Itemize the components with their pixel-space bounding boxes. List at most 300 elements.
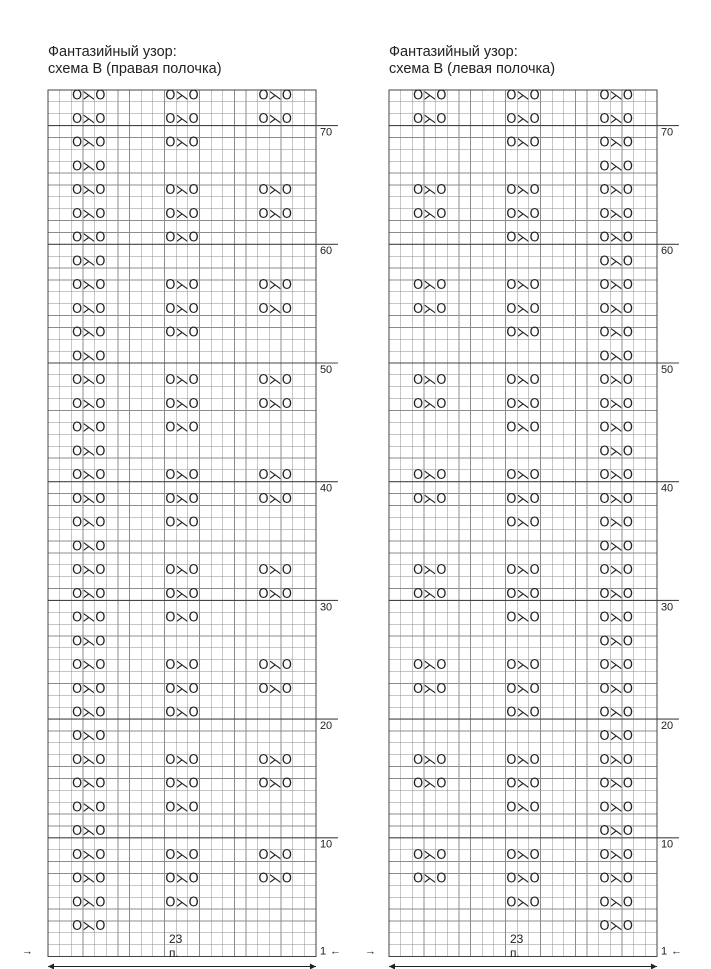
yarn-over-symbol: O xyxy=(599,610,610,626)
yarn-over-symbol: O xyxy=(95,800,106,816)
yarn-over-symbol: O xyxy=(599,586,610,602)
decrease-symbol: ⋋ xyxy=(516,111,530,127)
decrease-symbol: ⋋ xyxy=(609,254,623,270)
row-number-label: 70 xyxy=(660,126,674,139)
yarn-over-symbol: O xyxy=(529,752,540,768)
yarn-over-symbol: O xyxy=(529,183,540,199)
yarn-over-symbol: O xyxy=(95,752,106,768)
yarn-over-symbol: O xyxy=(95,515,106,531)
yarn-over-symbol: O xyxy=(529,563,540,579)
yarn-over-symbol: O xyxy=(72,278,83,294)
yarn-over-symbol: O xyxy=(165,658,176,674)
decrease-symbol: ⋋ xyxy=(82,681,96,697)
decrease-symbol: ⋋ xyxy=(175,420,189,436)
chart-title-line2: схема В (правая полочка) xyxy=(48,61,222,77)
yarn-over-symbol: O xyxy=(622,610,633,626)
yarn-over-symbol: O xyxy=(622,254,633,270)
decrease-symbol: ⋋ xyxy=(175,776,189,792)
decrease-symbol: ⋋ xyxy=(82,135,96,151)
yarn-over-symbol: O xyxy=(622,325,633,341)
yarn-over-symbol: O xyxy=(599,396,610,412)
yarn-over-symbol: O xyxy=(95,420,106,436)
yarn-over-symbol: O xyxy=(599,230,610,246)
yarn-over-symbol: O xyxy=(506,895,517,911)
decrease-symbol: ⋋ xyxy=(516,373,530,389)
yarn-over-symbol: O xyxy=(95,396,106,412)
decrease-symbol: ⋋ xyxy=(423,752,437,768)
yarn-over-symbol: O xyxy=(95,301,106,317)
row-number-label: 40 xyxy=(319,482,333,495)
decrease-symbol: ⋋ xyxy=(82,705,96,721)
decrease-symbol: ⋋ xyxy=(423,396,437,412)
decrease-symbol: ⋋ xyxy=(609,847,623,863)
yarn-over-symbol: O xyxy=(413,658,424,674)
yarn-over-symbol: O xyxy=(95,206,106,222)
yarn-over-symbol: O xyxy=(529,800,540,816)
yarn-over-symbol: O xyxy=(258,586,269,602)
yarn-over-symbol: O xyxy=(599,800,610,816)
yarn-over-symbol: O xyxy=(529,230,540,246)
yarn-over-symbol: O xyxy=(188,325,199,341)
decrease-symbol: ⋋ xyxy=(268,847,282,863)
decrease-symbol: ⋋ xyxy=(516,800,530,816)
decrease-symbol: ⋋ xyxy=(82,539,96,555)
decrease-symbol: ⋋ xyxy=(268,88,282,104)
decrease-symbol: ⋋ xyxy=(423,468,437,484)
row-number-label: 60 xyxy=(660,245,674,258)
decrease-symbol: ⋋ xyxy=(423,563,437,579)
decrease-symbol: ⋋ xyxy=(516,752,530,768)
decrease-symbol: ⋋ xyxy=(423,681,437,697)
yarn-over-symbol: O xyxy=(95,610,106,626)
end-arrow: ← xyxy=(329,945,341,958)
yarn-over-symbol: O xyxy=(599,658,610,674)
yarn-over-symbol: O xyxy=(506,800,517,816)
yarn-over-symbol: O xyxy=(258,111,269,127)
yarn-over-symbol: O xyxy=(165,230,176,246)
yarn-over-symbol: O xyxy=(258,871,269,887)
yarn-over-symbol: O xyxy=(72,183,83,199)
yarn-over-symbol: O xyxy=(413,373,424,389)
yarn-over-symbol: O xyxy=(599,681,610,697)
yarn-over-symbol: O xyxy=(165,206,176,222)
yarn-over-symbol: O xyxy=(281,681,292,697)
decrease-symbol: ⋋ xyxy=(516,491,530,507)
yarn-over-symbol: O xyxy=(72,230,83,246)
yarn-over-symbol: O xyxy=(436,88,447,104)
decrease-symbol: ⋋ xyxy=(82,610,96,626)
yarn-over-symbol: O xyxy=(95,230,106,246)
decrease-symbol: ⋋ xyxy=(82,515,96,531)
decrease-symbol: ⋋ xyxy=(609,135,623,151)
yarn-over-symbol: O xyxy=(506,658,517,674)
decrease-symbol: ⋋ xyxy=(609,88,623,104)
stitch-count-label: 23 п. xyxy=(510,932,524,960)
yarn-over-symbol: O xyxy=(599,776,610,792)
decrease-symbol: ⋋ xyxy=(609,658,623,674)
yarn-over-symbol: O xyxy=(506,586,517,602)
decrease-symbol: ⋋ xyxy=(516,230,530,246)
yarn-over-symbol: O xyxy=(436,752,447,768)
yarn-over-symbol: O xyxy=(413,563,424,579)
row-number-label: 60 xyxy=(319,245,333,258)
decrease-symbol: ⋋ xyxy=(423,586,437,602)
decrease-symbol: ⋋ xyxy=(609,871,623,887)
yarn-over-symbol: O xyxy=(165,135,176,151)
decrease-symbol: ⋋ xyxy=(268,563,282,579)
decrease-symbol: ⋋ xyxy=(423,491,437,507)
decrease-symbol: ⋋ xyxy=(609,776,623,792)
decrease-symbol: ⋋ xyxy=(516,847,530,863)
yarn-over-symbol: O xyxy=(95,776,106,792)
decrease-symbol: ⋋ xyxy=(609,895,623,911)
decrease-symbol: ⋋ xyxy=(609,539,623,555)
yarn-over-symbol: O xyxy=(413,88,424,104)
yarn-over-symbol: O xyxy=(72,681,83,697)
yarn-over-symbol: O xyxy=(72,491,83,507)
decrease-symbol: ⋋ xyxy=(609,183,623,199)
yarn-over-symbol: O xyxy=(95,847,106,863)
yarn-over-symbol: O xyxy=(188,681,199,697)
decrease-symbol: ⋋ xyxy=(516,776,530,792)
yarn-over-symbol: O xyxy=(165,301,176,317)
decrease-symbol: ⋋ xyxy=(175,135,189,151)
decrease-symbol: ⋋ xyxy=(82,159,96,175)
yarn-over-symbol: O xyxy=(258,301,269,317)
yarn-over-symbol: O xyxy=(188,278,199,294)
decrease-symbol: ⋋ xyxy=(609,111,623,127)
yarn-over-symbol: O xyxy=(72,111,83,127)
yarn-over-symbol: O xyxy=(436,278,447,294)
yarn-over-symbol: O xyxy=(72,301,83,317)
yarn-over-symbol: O xyxy=(72,444,83,460)
decrease-symbol: ⋋ xyxy=(609,515,623,531)
decrease-symbol: ⋋ xyxy=(82,420,96,436)
decrease-symbol: ⋋ xyxy=(268,301,282,317)
decrease-symbol: ⋋ xyxy=(609,491,623,507)
yarn-over-symbol: O xyxy=(529,610,540,626)
yarn-over-symbol: O xyxy=(95,729,106,745)
yarn-over-symbol: O xyxy=(622,373,633,389)
yarn-over-symbol: O xyxy=(506,610,517,626)
yarn-over-symbol: O xyxy=(258,776,269,792)
decrease-symbol: ⋋ xyxy=(82,586,96,602)
yarn-over-symbol: O xyxy=(599,373,610,389)
yarn-over-symbol: O xyxy=(95,895,106,911)
yarn-over-symbol: O xyxy=(622,729,633,745)
decrease-symbol: ⋋ xyxy=(82,349,96,365)
yarn-over-symbol: O xyxy=(622,681,633,697)
decrease-symbol: ⋋ xyxy=(423,871,437,887)
decrease-symbol: ⋋ xyxy=(268,111,282,127)
dimension-arrowhead xyxy=(389,964,395,969)
decrease-symbol: ⋋ xyxy=(423,183,437,199)
yarn-over-symbol: O xyxy=(258,183,269,199)
yarn-over-symbol: O xyxy=(436,681,447,697)
decrease-symbol: ⋋ xyxy=(82,468,96,484)
end-arrow: ← xyxy=(670,945,682,958)
yarn-over-symbol: O xyxy=(529,491,540,507)
yarn-over-symbol: O xyxy=(72,847,83,863)
yarn-over-symbol: O xyxy=(436,301,447,317)
decrease-symbol: ⋋ xyxy=(516,681,530,697)
decrease-symbol: ⋋ xyxy=(82,444,96,460)
yarn-over-symbol: O xyxy=(413,752,424,768)
yarn-over-symbol: O xyxy=(258,658,269,674)
yarn-over-symbol: O xyxy=(165,396,176,412)
yarn-over-symbol: O xyxy=(622,183,633,199)
decrease-symbol: ⋋ xyxy=(82,88,96,104)
yarn-over-symbol: O xyxy=(95,159,106,175)
yarn-over-symbol: O xyxy=(529,468,540,484)
yarn-over-symbol: O xyxy=(72,586,83,602)
decrease-symbol: ⋋ xyxy=(82,729,96,745)
yarn-over-symbol: O xyxy=(72,349,83,365)
yarn-over-symbol: O xyxy=(413,681,424,697)
yarn-over-symbol: O xyxy=(506,183,517,199)
yarn-over-symbol: O xyxy=(529,373,540,389)
yarn-over-symbol: O xyxy=(165,183,176,199)
yarn-over-symbol: O xyxy=(281,396,292,412)
yarn-over-symbol: O xyxy=(622,847,633,863)
yarn-over-symbol: O xyxy=(506,135,517,151)
decrease-symbol: ⋋ xyxy=(609,444,623,460)
decrease-symbol: ⋋ xyxy=(609,586,623,602)
decrease-symbol: ⋋ xyxy=(175,301,189,317)
yarn-over-symbol: O xyxy=(436,206,447,222)
yarn-over-symbol: O xyxy=(95,468,106,484)
dimension-arrowhead xyxy=(651,964,657,969)
yarn-over-symbol: O xyxy=(165,515,176,531)
yarn-over-symbol: O xyxy=(529,206,540,222)
yarn-over-symbol: O xyxy=(72,539,83,555)
yarn-over-symbol: O xyxy=(622,301,633,317)
yarn-over-symbol: O xyxy=(188,610,199,626)
yarn-over-symbol: O xyxy=(258,396,269,412)
yarn-over-symbol: O xyxy=(529,396,540,412)
yarn-over-symbol: O xyxy=(506,420,517,436)
yarn-over-symbol: O xyxy=(622,468,633,484)
decrease-symbol: ⋋ xyxy=(423,373,437,389)
yarn-over-symbol: O xyxy=(529,135,540,151)
decrease-symbol: ⋋ xyxy=(516,278,530,294)
decrease-symbol: ⋋ xyxy=(423,301,437,317)
yarn-over-symbol: O xyxy=(506,776,517,792)
yarn-over-symbol: O xyxy=(436,111,447,127)
yarn-over-symbol: O xyxy=(413,847,424,863)
yarn-over-symbol: O xyxy=(413,468,424,484)
yarn-over-symbol: O xyxy=(413,586,424,602)
decrease-symbol: ⋋ xyxy=(516,468,530,484)
yarn-over-symbol: O xyxy=(599,88,610,104)
decrease-symbol: ⋋ xyxy=(609,301,623,317)
decrease-symbol: ⋋ xyxy=(268,586,282,602)
yarn-over-symbol: O xyxy=(413,491,424,507)
yarn-over-symbol: O xyxy=(599,491,610,507)
yarn-over-symbol: O xyxy=(622,658,633,674)
decrease-symbol: ⋋ xyxy=(175,88,189,104)
yarn-over-symbol: O xyxy=(599,847,610,863)
yarn-over-symbol: O xyxy=(72,634,83,650)
decrease-symbol: ⋋ xyxy=(423,776,437,792)
yarn-over-symbol: O xyxy=(72,325,83,341)
yarn-over-symbol: O xyxy=(281,88,292,104)
decrease-symbol: ⋋ xyxy=(175,111,189,127)
start-arrow: → xyxy=(365,945,376,958)
yarn-over-symbol: O xyxy=(599,183,610,199)
yarn-over-symbol: O xyxy=(413,183,424,199)
decrease-symbol: ⋋ xyxy=(268,658,282,674)
yarn-over-symbol: O xyxy=(165,705,176,721)
yarn-over-symbol: O xyxy=(506,88,517,104)
row-number-label: 40 xyxy=(660,482,674,495)
decrease-symbol: ⋋ xyxy=(423,278,437,294)
yarn-over-symbol: O xyxy=(622,824,633,840)
decrease-symbol: ⋋ xyxy=(82,491,96,507)
decrease-symbol: ⋋ xyxy=(516,301,530,317)
yarn-over-symbol: O xyxy=(599,539,610,555)
yarn-over-symbol: O xyxy=(281,491,292,507)
yarn-over-symbol: O xyxy=(188,301,199,317)
decrease-symbol: ⋋ xyxy=(516,420,530,436)
yarn-over-symbol: O xyxy=(258,491,269,507)
yarn-over-symbol: O xyxy=(281,278,292,294)
yarn-over-symbol: O xyxy=(72,135,83,151)
yarn-over-symbol: O xyxy=(165,871,176,887)
decrease-symbol: ⋋ xyxy=(268,468,282,484)
yarn-over-symbol: O xyxy=(281,658,292,674)
decrease-symbol: ⋋ xyxy=(609,705,623,721)
yarn-over-symbol: O xyxy=(281,373,292,389)
row-number-label: 20 xyxy=(319,720,333,733)
yarn-over-symbol: O xyxy=(599,325,610,341)
yarn-over-symbol: O xyxy=(72,420,83,436)
yarn-over-symbol: O xyxy=(529,88,540,104)
yarn-over-symbol: O xyxy=(188,776,199,792)
yarn-over-symbol: O xyxy=(95,563,106,579)
yarn-over-symbol: O xyxy=(622,396,633,412)
decrease-symbol: ⋋ xyxy=(609,824,623,840)
decrease-symbol: ⋋ xyxy=(82,325,96,341)
decrease-symbol: ⋋ xyxy=(175,563,189,579)
decrease-symbol: ⋋ xyxy=(82,847,96,863)
chart-title-line1: Фантазийный узор: xyxy=(48,44,177,60)
yarn-over-symbol: O xyxy=(188,183,199,199)
yarn-over-symbol: O xyxy=(281,776,292,792)
chart-title-line1: Фантазийный узор: xyxy=(389,44,518,60)
yarn-over-symbol: O xyxy=(281,468,292,484)
decrease-symbol: ⋋ xyxy=(268,776,282,792)
decrease-symbol: ⋋ xyxy=(609,468,623,484)
yarn-over-symbol: O xyxy=(622,539,633,555)
yarn-over-symbol: O xyxy=(599,824,610,840)
decrease-symbol: ⋋ xyxy=(82,658,96,674)
stitch-count-label: 23 п. xyxy=(169,932,183,960)
decrease-symbol: ⋋ xyxy=(82,824,96,840)
yarn-over-symbol: O xyxy=(622,159,633,175)
yarn-over-symbol: O xyxy=(95,539,106,555)
decrease-symbol: ⋋ xyxy=(82,396,96,412)
yarn-over-symbol: O xyxy=(95,871,106,887)
yarn-over-symbol: O xyxy=(165,491,176,507)
yarn-over-symbol: O xyxy=(188,563,199,579)
decrease-symbol: ⋋ xyxy=(82,919,96,935)
yarn-over-symbol: O xyxy=(436,563,447,579)
yarn-over-symbol: O xyxy=(506,325,517,341)
yarn-over-symbol: O xyxy=(599,752,610,768)
yarn-over-symbol: O xyxy=(436,396,447,412)
decrease-symbol: ⋋ xyxy=(268,491,282,507)
yarn-over-symbol: O xyxy=(506,681,517,697)
yarn-over-symbol: O xyxy=(188,491,199,507)
decrease-symbol: ⋋ xyxy=(268,871,282,887)
yarn-over-symbol: O xyxy=(413,396,424,412)
yarn-over-symbol: O xyxy=(599,301,610,317)
yarn-over-symbol: O xyxy=(95,373,106,389)
decrease-symbol: ⋋ xyxy=(516,895,530,911)
yarn-over-symbol: O xyxy=(72,729,83,745)
yarn-over-symbol: O xyxy=(413,301,424,317)
yarn-over-symbol: O xyxy=(436,586,447,602)
yarn-over-symbol: O xyxy=(599,278,610,294)
yarn-over-symbol: O xyxy=(188,871,199,887)
yarn-over-symbol: O xyxy=(165,468,176,484)
decrease-symbol: ⋋ xyxy=(268,373,282,389)
yarn-over-symbol: O xyxy=(436,847,447,863)
decrease-symbol: ⋋ xyxy=(268,183,282,199)
yarn-over-symbol: O xyxy=(72,800,83,816)
yarn-over-symbol: O xyxy=(165,88,176,104)
decrease-symbol: ⋋ xyxy=(82,800,96,816)
yarn-over-symbol: O xyxy=(599,729,610,745)
yarn-over-symbol: O xyxy=(281,563,292,579)
yarn-over-symbol: O xyxy=(258,278,269,294)
yarn-over-symbol: O xyxy=(622,634,633,650)
yarn-over-symbol: O xyxy=(529,847,540,863)
decrease-symbol: ⋋ xyxy=(82,301,96,317)
yarn-over-symbol: O xyxy=(95,919,106,935)
yarn-over-symbol: O xyxy=(188,396,199,412)
decrease-symbol: ⋋ xyxy=(609,420,623,436)
row-number-label: 10 xyxy=(660,838,674,851)
decrease-symbol: ⋋ xyxy=(175,230,189,246)
decrease-symbol: ⋋ xyxy=(609,634,623,650)
decrease-symbol: ⋋ xyxy=(423,111,437,127)
decrease-symbol: ⋋ xyxy=(516,396,530,412)
yarn-over-symbol: O xyxy=(506,491,517,507)
decrease-symbol: ⋋ xyxy=(175,206,189,222)
decrease-symbol: ⋋ xyxy=(175,752,189,768)
row-number-label: 70 xyxy=(319,126,333,139)
yarn-over-symbol: O xyxy=(622,752,633,768)
yarn-over-symbol: O xyxy=(529,871,540,887)
yarn-over-symbol: O xyxy=(258,847,269,863)
yarn-over-symbol: O xyxy=(165,420,176,436)
yarn-over-symbol: O xyxy=(165,610,176,626)
decrease-symbol: ⋋ xyxy=(516,658,530,674)
row-number-label: 1 xyxy=(319,945,327,958)
yarn-over-symbol: O xyxy=(622,278,633,294)
decrease-symbol: ⋋ xyxy=(516,325,530,341)
decrease-symbol: ⋋ xyxy=(516,206,530,222)
decrease-symbol: ⋋ xyxy=(609,563,623,579)
yarn-over-symbol: O xyxy=(72,610,83,626)
yarn-over-symbol: O xyxy=(165,586,176,602)
decrease-symbol: ⋋ xyxy=(516,705,530,721)
decrease-symbol: ⋋ xyxy=(609,800,623,816)
yarn-over-symbol: O xyxy=(599,634,610,650)
yarn-over-symbol: O xyxy=(95,88,106,104)
